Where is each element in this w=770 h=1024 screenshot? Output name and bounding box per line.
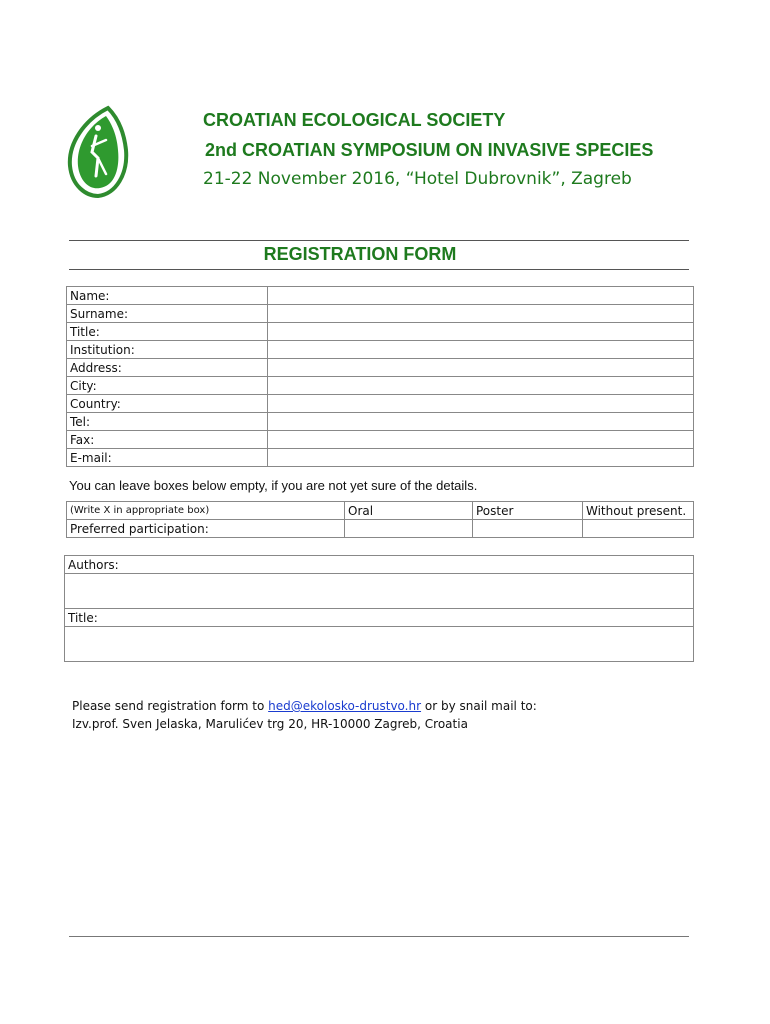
symposium-title: 2nd CROATIAN SYMPOSIUM ON INVASIVE SPECIES	[205, 140, 654, 160]
email-field[interactable]	[268, 449, 694, 467]
abstract-title-field[interactable]	[65, 627, 694, 662]
table-row	[67, 520, 694, 538]
table-row	[67, 359, 694, 377]
table-row	[67, 502, 694, 520]
participation-label: Preferred participation:	[67, 520, 345, 538]
country-field[interactable]	[268, 395, 694, 413]
institution-field[interactable]	[268, 341, 694, 359]
table-row	[67, 395, 694, 413]
name-field[interactable]	[268, 287, 694, 305]
email-link[interactable]: hed@ekolosko-drustvo.hr	[268, 699, 422, 713]
table-row	[67, 449, 694, 467]
divider-under-title	[69, 269, 689, 270]
table-row	[65, 627, 694, 662]
field-label: Name:	[67, 287, 268, 305]
option-oral-label: Oral	[345, 502, 473, 520]
field-label: E-mail:	[67, 449, 268, 467]
submission-instructions	[72, 697, 537, 733]
send-line	[72, 697, 537, 715]
divider-bottom	[69, 936, 689, 937]
field-label: Surname:	[67, 305, 268, 323]
table-row	[67, 287, 694, 305]
without-presentation-checkbox[interactable]	[583, 520, 694, 538]
date-place: 21-22 November 2016, “Hotel Dubrovnik”, Zagreb	[203, 169, 632, 189]
city-field[interactable]	[268, 377, 694, 395]
table-row	[67, 341, 694, 359]
participation-hint: (Write X in appropriate box)	[67, 502, 345, 520]
poster-checkbox[interactable]	[473, 520, 583, 538]
optional-note: You can leave boxes below empty, if you are not yet sure of the details.	[69, 478, 478, 493]
field-label: Country:	[67, 395, 268, 413]
abstract-table	[64, 555, 694, 662]
table-row	[65, 556, 694, 574]
table-row	[67, 377, 694, 395]
address-field[interactable]	[268, 359, 694, 377]
surname-field[interactable]	[268, 305, 694, 323]
option-without-label: Without present.	[583, 502, 694, 520]
table-row	[67, 323, 694, 341]
participation-table	[66, 501, 694, 538]
send-prefix: Please send registration form to	[72, 699, 269, 713]
leaf-logo-icon	[62, 104, 134, 200]
table-row	[65, 609, 694, 627]
table-row	[67, 431, 694, 449]
field-label: Institution:	[67, 341, 268, 359]
table-row	[67, 305, 694, 323]
title-field[interactable]	[268, 323, 694, 341]
field-label: Fax:	[67, 431, 268, 449]
send-suffix: or by snail mail to:	[421, 699, 537, 713]
field-label: City:	[67, 377, 268, 395]
postal-address: Izv.prof. Sven Jelaska, Marulićev trg 20, HR-10000 Zagreb, Croatia	[72, 717, 468, 731]
tel-field[interactable]	[268, 413, 694, 431]
divider-top	[69, 240, 689, 241]
org-title: CROATIAN ECOLOGICAL SOCIETY	[203, 110, 506, 130]
oral-checkbox[interactable]	[345, 520, 473, 538]
table-row	[65, 574, 694, 609]
fax-field[interactable]	[268, 431, 694, 449]
table-row	[67, 413, 694, 431]
personal-info-table	[66, 286, 694, 467]
field-label: Address:	[67, 359, 268, 377]
form-title: REGISTRATION FORM	[263, 244, 457, 264]
authors-field[interactable]	[65, 574, 694, 609]
option-poster-label: Poster	[473, 502, 583, 520]
field-label: Title:	[67, 323, 268, 341]
authors-label: Authors:	[65, 556, 694, 574]
abstract-title-label: Title:	[65, 609, 694, 627]
field-label: Tel:	[67, 413, 268, 431]
